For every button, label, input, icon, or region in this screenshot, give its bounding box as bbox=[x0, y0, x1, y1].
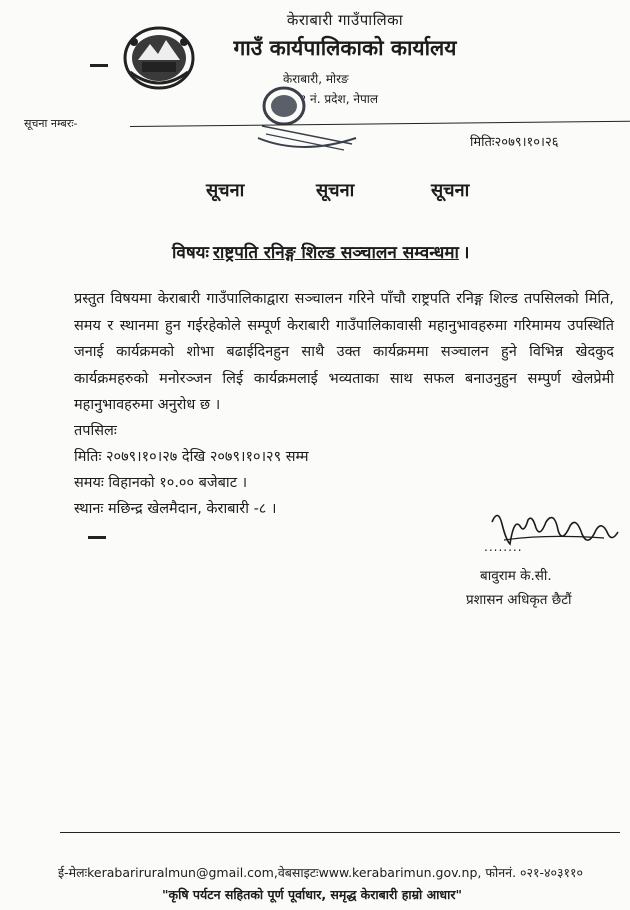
subject-text: राष्ट्रपति रनिङ्ग शिल्ड सञ्चालन सम्वन्धमा bbox=[212, 243, 459, 263]
office-stamp bbox=[252, 78, 362, 152]
org-name: केराबारी गाउँपालिका bbox=[286, 11, 404, 29]
address-line-2: १ नं. प्रदेश, नेपाल bbox=[300, 92, 379, 106]
notice-date: मितिः२०७९।१०।२६ bbox=[470, 135, 559, 150]
handwritten-signature bbox=[484, 504, 630, 564]
office-name: गाउँ कार्यपालिकाको कार्यालय bbox=[233, 36, 457, 60]
heading-notice-3: सूचना bbox=[431, 180, 470, 201]
footer-contact: ई-मेलःkerabariruralmun@gmail.com,वेबसाइटःwww.kerabarimun.gov.np, फोननं. ०२१-४०३११० bbox=[58, 865, 584, 880]
subject-end: । bbox=[462, 243, 470, 263]
notice-number-label: सूचना नम्बरः- bbox=[24, 117, 78, 130]
details-time: समयः विहानको १०.०० बजेबाट । bbox=[74, 475, 248, 491]
punch-mark bbox=[90, 64, 108, 67]
footer-rule bbox=[60, 832, 620, 833]
details-label: तपसिलः bbox=[74, 423, 117, 439]
signatory-title: प्रशासन अधिकृत छैटौं bbox=[466, 592, 572, 608]
signatory-name: बावुराम के.सी. bbox=[480, 568, 552, 584]
footer-slogan: "कृषि पर्यटन सहितको पूर्ण पूर्वाधार, समृद्ध केराबारी हाम्रो आधार" bbox=[162, 887, 462, 902]
signature-dots: ........ bbox=[484, 540, 523, 554]
header-rule bbox=[130, 121, 630, 127]
punch-mark bbox=[88, 536, 106, 539]
heading-notice-1: सूचना bbox=[206, 180, 245, 201]
details-venue: स्थानः मछिन्द्र खेलमैदान, केराबारी -८ । bbox=[74, 501, 277, 517]
address-line-1: केराबारी, मोरङ bbox=[283, 72, 349, 86]
body-paragraph: प्रस्तुत विषयमा केराबारी गाउँपालिकाद्वारा सञ्चालन गरिने पाँचौ राष्ट्रपति रनिङ्ग शिल्ड तपसिलको मिति, समय र स्थानमा हुन गईरहेकोले सम्पूर्ण केराबारी गाउँपालिकावासी महानुभावहरुमा गरिमामय उपस्थिति जनाई कार्यक्रमको शोभा बढाईदिनहुन साथै उक्त कार्यक्रममा सञ्चालन हुने विभिन्न खेदकुद कार्यक्रमहरुको मनोरञ्जन लिई कार्यक्रमलाई भव्यताका साथ सफल बनाउनुहुन सम्पुर्ण खेलप्रेमी महानुभावहरुमा अनुरोध छ । bbox=[74, 291, 614, 413]
details-date: मितिः २०७९।१०।२७ देखि २०७९।१०।२९ सम्म bbox=[74, 449, 309, 465]
subject-label: विषयः bbox=[172, 243, 209, 263]
heading-notice-2: सूचना bbox=[316, 180, 355, 201]
subject-line bbox=[172, 240, 469, 263]
